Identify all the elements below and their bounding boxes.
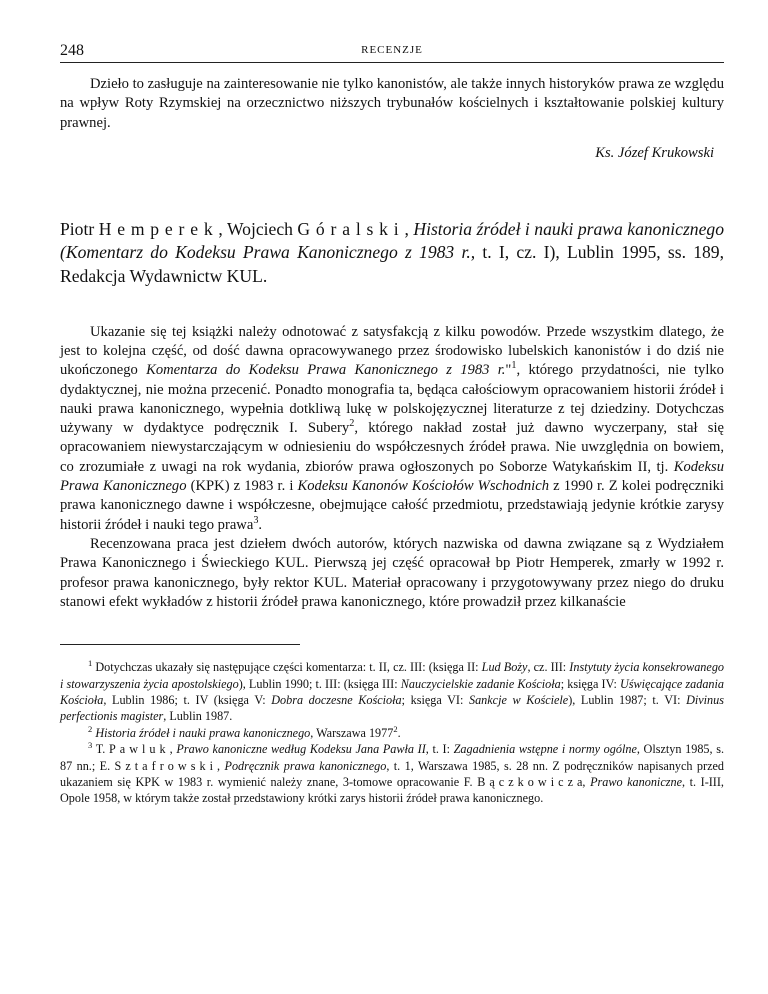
footnote-number: 2 [88, 723, 93, 734]
italic-title: Prawo kanoniczne według Kodeksu Jana Pawła II [176, 742, 426, 757]
author1-first-name: Piotr [60, 218, 95, 239]
text-span: (KPK) z 1983 r. i [186, 478, 298, 495]
text-span: , [217, 758, 225, 773]
spaced-author-name: Pawluk [108, 742, 170, 757]
text-span: ; księga VI: [401, 692, 469, 707]
italic-title: Divinus perfectionis magister [60, 692, 724, 724]
italic-title: Uświęcające zadania Kościoła [60, 676, 725, 707]
author1-last-name: Hemperek [98, 218, 219, 239]
text-span: z 1990 r. Z kolei podręczniki prawa kanonicznego dawne i współczesne, obejmujące całość przedmiotu, przedstawiają jedynie krótkie zarysy historii źródeł i nauki tego prawa [60, 478, 724, 533]
text-span: " [505, 362, 512, 379]
page [60, 40, 724, 807]
text-span: , t. I: [425, 742, 454, 757]
text-span: , Olsztyn 1985, s. 87 nn.; E. [60, 742, 724, 773]
text-span: ), Lublin 1990; t. III: (księga III: [238, 676, 401, 691]
footnote-ref-1: 1 [511, 360, 517, 372]
footnote-2 [60, 725, 724, 741]
page-header [60, 40, 724, 63]
text-span: a, [577, 774, 591, 789]
text-span: ; księga IV: [560, 676, 620, 691]
footnotes [60, 659, 724, 807]
running-title: RECENZJE [361, 44, 423, 56]
italic-title: Prawo kanoniczne [590, 774, 682, 789]
text-span: , cz. III: [527, 660, 570, 675]
footnote-ref-2: 2 [349, 418, 355, 430]
footnote-number: 1 [88, 658, 93, 669]
book-details: t. I, cz. I), Lublin 1995, ss. 189, Redakcja Wydawnictw KUL. [60, 242, 724, 287]
text-span: , t. 1, Warszawa 1985, s. 28 nn. Z podręczników napisanych przed ukazaniem się KPK w 1983 r. wymienić należy znane, 3-tomowe opracowanie F. [60, 758, 724, 789]
bibliographic-entry: Piotr Hemperek, Wojciech Góralski, Historia źródeł i nauki prawa kanonicznego (Komentarz do Kodeksu Prawa Kanonicznego z 1983 r., t. I, cz. I), Lublin 1995, ss. 189, Redakcja Wydawnictw KUL. [60, 218, 725, 287]
italic-title: Dobra doczesne Kościoła [271, 692, 402, 707]
text-span: , którego przydatności, nie tylko dydaktycznej, nie można przecenić. Ponadto monografia ta, będąca całościowym opracowaniem historii źródeł i nauki prawa kanonicznego, wypełnia dotkliwą lukę w polskojęzycznej literaturze z tej dziedziny. Dotychczas używany w dydaktyce podręcznik I. Subery [60, 362, 724, 437]
italic-title: Instytuty życia konsekrowanego i stowarzyszenia życia apostolskiego [60, 660, 725, 691]
italic-title: Lud Boży [481, 660, 528, 675]
text-span: T. [92, 742, 109, 757]
italic-title: Podręcznik prawa kanonicznego [224, 758, 387, 773]
italic-title: Komentarza do Kodeksu Prawa Kanonicznego z 1983 r. [146, 362, 506, 379]
text-span: , Lublin 1986; t. IV (księga V: [103, 692, 272, 707]
body-paragraph-2: Recenzowana praca jest dziełem dwóch autorów, których nazwiska od dawna związane są z Wydziałem Prawa Kanonicznego i Świeckiego KUL. Pierwszą jej część opracował bp Piotr Hemperek, zmarły w 1992 r. profesor prawa kanonicznego, były rektor KUL. Materiał opracowany i przygotowywany przez niego do druku stanowi efekt wykładów z historii źródeł prawa kanonicznego, które prowadził przez kilkanaście [60, 535, 724, 610]
author-separator: , Wojciech [218, 218, 298, 239]
reviewer-signature: Ks. Józef Krukowski [595, 144, 714, 161]
footnote-3 [60, 741, 724, 807]
text-span: ), Lublin 1987; t. VI: [568, 692, 687, 707]
text-span: . [397, 725, 401, 740]
italic-title: Sankcje w Kościele [468, 692, 569, 707]
footnote-divider [60, 644, 300, 645]
book-title: Historia źródeł i nauki prawa kanonicznego (Komentarz do Kodeksu Prawa Kanonicznego z 1983 r., [60, 218, 725, 263]
italic-title: Nauczycielskie zadanie Kościoła [400, 676, 561, 691]
text-span: , którego nakład został już dawno wyczerpany, stał się opracowaniem niewystarczającym w odniesieniu do współczesnych źródeł prawa. Nie uwzględnia on bowiem, co zrozumiałe z uwagi na rok wydania, zbiorów prawa ogłoszonych po Soborze Watykańskim II, tj. [60, 420, 725, 475]
text-span: Ukazanie się tej książki należy odnotować z satysfakcją z kilku powodów. Przede wszystkim dlatego, że jest to kolejna część, od dość dawna opracowywanego przez środowisko lubelskich kanonistów i do dziś nie ukończonego [60, 323, 724, 379]
text-span: , Warszawa 1977 [310, 725, 394, 740]
intro-paragraph: Dzieło to zasługuje na zainteresowanie nie tylko kanonistów, ale także innych historyków prawa ze względu na wpływ Roty Rzymskiej na orzecznictwo niższych trybunałów kościelnych i kształtowanie polskiej kultury prawnej. [60, 76, 724, 131]
italic-title: Historia źródeł i nauki prawa kanonicznego [95, 725, 311, 740]
italic-title: Zagadnienia wstępne i normy ogólne [453, 742, 637, 757]
text-span: . [258, 516, 263, 533]
footnote-ref-3: 3 [253, 514, 259, 526]
text-span: , t. I-III, Opole 1958, w którym także został przedstawiony krótki zarys historii źródeł prawa kanonicznego. [60, 774, 724, 806]
text-span: , [169, 742, 177, 757]
footnote-number: 3 [88, 740, 93, 751]
author2-last-name: Góralski [297, 218, 405, 239]
italic-title: Kodeksu Kanonów Kościołów Wschodnich [297, 478, 549, 495]
italic-title: Kodeksu Prawa Kanonicznego [60, 458, 724, 495]
review-body [60, 323, 724, 612]
edition-superscript: 2 [393, 723, 398, 734]
page-number: 248 [60, 42, 84, 59]
footnote-1 [60, 659, 724, 725]
spaced-author-name: Sztafrowski [114, 758, 218, 773]
spaced-author-name: Bączkowicz [477, 774, 578, 789]
body-paragraph-1 [60, 323, 724, 535]
text-span: , Lublin 1987. [163, 709, 233, 724]
text-span: Dotychczas ukazały się następujące części komentarza: t. II, cz. III: (księga II: [92, 660, 482, 675]
